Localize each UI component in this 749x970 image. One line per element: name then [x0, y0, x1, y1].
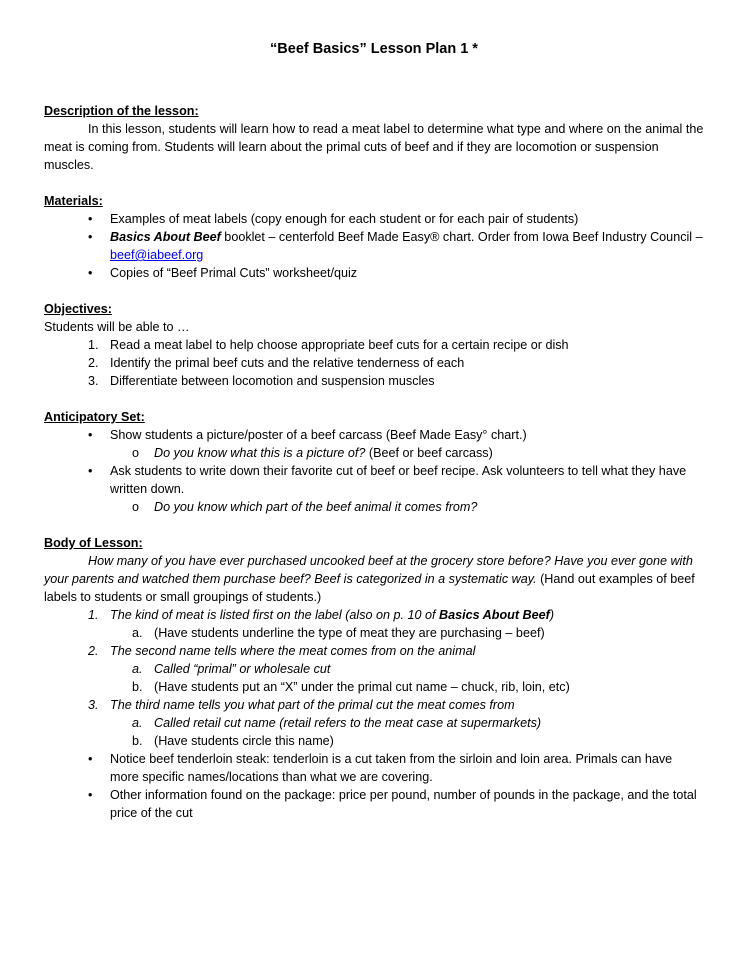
list-item [44, 354, 704, 372]
letter-marker: b. [132, 680, 143, 694]
number-marker: 2. [88, 356, 99, 370]
bullet-marker: • [88, 230, 93, 244]
package-info-note: Other information found on the package: price per pound, number of pounds in the package, and the total price of the cut [110, 788, 697, 820]
sub-bullet-marker: o [132, 500, 140, 514]
anticipatory-section [44, 408, 704, 516]
objective-2: Identify the primal beef cuts and the relative tenderness of each [110, 356, 465, 370]
step-2-text: The second name tells where the meat comes from on the animal [110, 644, 476, 658]
bullet-marker: • [88, 464, 93, 478]
step-1a: (Have students underline the type of meat they are purchasing – beef) [154, 626, 545, 640]
number-marker: 3. [88, 698, 99, 712]
step-2b: (Have students put an “X” under the primal cut name – chuck, rib, loin, etc) [154, 680, 570, 694]
anticipatory-bullet-1: Show students a picture/poster of a beef carcass (Beef Made Easy° chart.) [110, 428, 527, 442]
number-marker: 3. [88, 374, 99, 388]
list-item [44, 498, 704, 516]
page-title: “Beef Basics” Lesson Plan 1 * [270, 41, 478, 57]
number-marker: 1. [88, 338, 99, 352]
body-intro-instruction: (Hand out examples of beef labels to students or small groupings of students.) [44, 572, 695, 604]
objectives-heading: Objectives: [44, 302, 112, 316]
anticipatory-heading: Anticipatory Set: [44, 410, 145, 424]
objectives-intro: Students will be able to … [44, 320, 190, 334]
step-1-booklet: Basics About Beef [439, 608, 550, 622]
step-3-text: The third name tells you what part of the primal cut the meat comes from [110, 698, 515, 712]
letter-marker: b. [132, 734, 143, 748]
letter-marker: a. [132, 716, 143, 730]
email-link[interactable]: beef@iabeef.org [110, 248, 204, 262]
anticipatory-answer-1: (Beef or beef carcass) [365, 446, 493, 460]
body-intro-question: How many of you have ever purchased uncooked beef at the grocery store before? Have you ever gone with your parents and watched them purchase beef? Beef is categorized in a systematic way. [44, 554, 693, 586]
list-item [44, 210, 704, 228]
bullet-marker: • [88, 212, 93, 226]
objective-1: Read a meat label to help choose appropriate beef cuts for a certain recipe or dish [110, 338, 569, 352]
list-item [44, 228, 704, 264]
list-item [44, 786, 704, 822]
list-item [44, 624, 704, 642]
bullet-marker: • [88, 266, 93, 280]
description-heading: Description of the lesson: [44, 104, 199, 118]
description-section [44, 102, 704, 174]
document-page [44, 40, 704, 840]
list-item [44, 336, 704, 354]
letter-marker: a. [132, 626, 143, 640]
objective-3: Differentiate between locomotion and suspension muscles [110, 374, 435, 388]
list-item [44, 660, 704, 678]
list-item [44, 732, 704, 750]
list-item [44, 678, 704, 696]
letter-marker: a. [132, 662, 143, 676]
list-item [44, 696, 704, 714]
step-1-close: ) [549, 608, 555, 622]
list-item [44, 372, 704, 390]
step-3a: Called retail cut name (retail refers to the meat case at supermarkets) [154, 716, 542, 730]
body-section [44, 534, 704, 822]
list-item [44, 462, 704, 498]
bullet-marker: • [88, 752, 93, 766]
list-item [44, 264, 704, 282]
list-item [44, 750, 704, 786]
materials-item-worksheet: Copies of “Beef Primal Cuts” worksheet/quiz [110, 266, 358, 280]
materials-section [44, 192, 704, 282]
body-intro [44, 552, 704, 606]
list-item [44, 606, 704, 624]
sub-bullet-marker: o [132, 446, 140, 460]
anticipatory-bullet-2: Ask students to write down their favorite cut of beef or beef recipe. Ask volunteers to tell what they have written down. [110, 464, 687, 496]
materials-item-labels: Examples of meat labels (copy enough for each student or for each pair of students) [110, 212, 579, 226]
number-marker: 1. [88, 608, 99, 622]
step-3b: (Have students circle this name) [154, 734, 334, 748]
list-item [44, 642, 704, 660]
step-2a: Called “primal” or wholesale cut [154, 662, 331, 676]
list-item [44, 444, 704, 462]
description-text: In this lesson, students will learn how to read a meat label to determine what type and where on the animal the meat is coming from. Students will learn about the primal cuts of beef and if they are locomotion or suspension muscles. [44, 122, 704, 172]
anticipatory-question-1: Do you know what this is a picture of? [154, 446, 366, 460]
number-marker: 2. [88, 644, 99, 658]
list-item [44, 426, 704, 444]
step-1-text: The kind of meat is listed first on the label (also on p. 10 of [110, 608, 440, 622]
booklet-title: Basics About Beef [110, 230, 221, 244]
list-item [44, 714, 704, 732]
bullet-marker: • [88, 788, 93, 802]
materials-heading: Materials: [44, 194, 103, 208]
bullet-marker: • [88, 428, 93, 442]
materials-item-booklet: booklet – centerfold Beef Made Easy® chart. Order from Iowa Beef Industry Council – [220, 230, 703, 244]
objectives-section [44, 300, 704, 390]
anticipatory-question-2: Do you know which part of the beef animal it comes from? [154, 500, 478, 514]
tenderloin-note: Notice beef tenderloin steak: tenderloin is a cut taken from the sirloin and loin area. Primals can have more specific names/locations than what we are covering. [110, 752, 673, 784]
body-heading: Body of Lesson: [44, 536, 143, 550]
